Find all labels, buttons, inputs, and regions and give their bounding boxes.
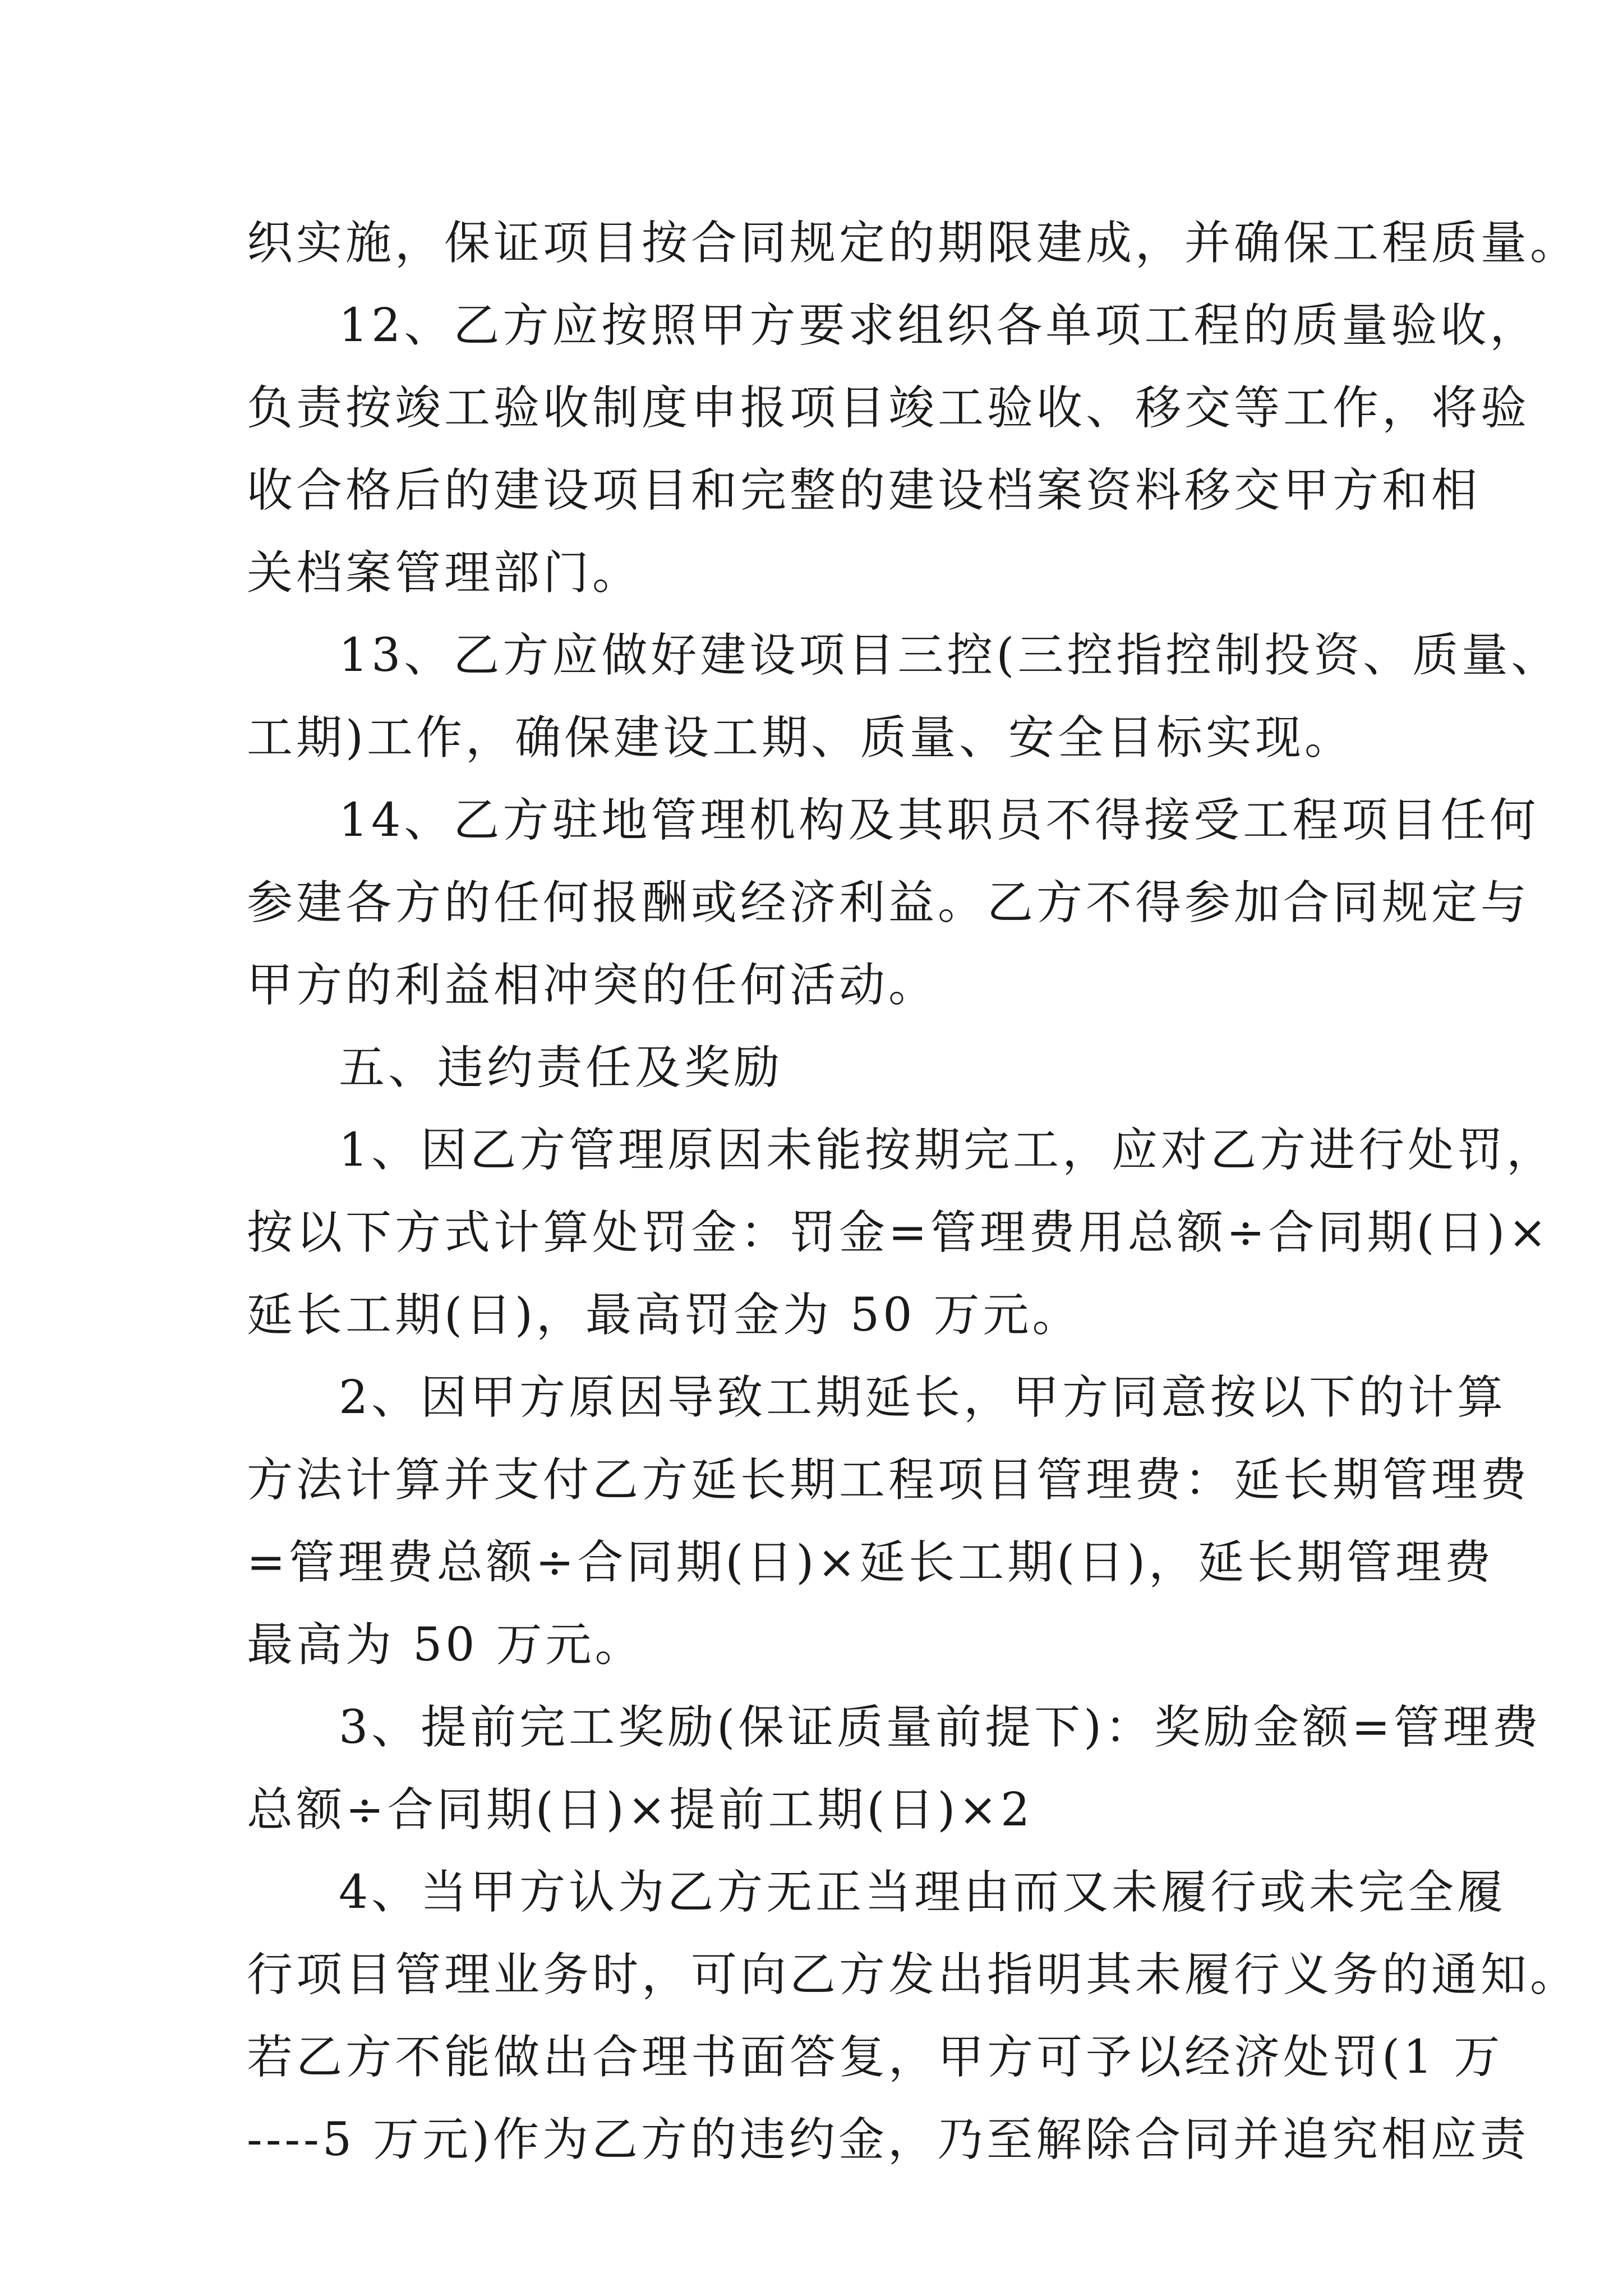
text-line: =管理费总额÷合同期(日)×延长工期(日)，延长期管理费 [247, 1536, 1495, 1589]
text-line: 负责按竣工验收制度申报项目竣工验收、移交等工作，将验 [247, 381, 1530, 435]
text-line: 方法计算并支付乙方延长期工程项目管理费：延长期管理费 [247, 1453, 1530, 1507]
document-body [247, 202, 1580, 2181]
text-line: 甲方的利益相冲突的任何活动。 [247, 959, 938, 1012]
text-line: 最高为 50 万元。 [247, 1618, 644, 1672]
text-line: 关档案管理部门。 [247, 546, 642, 600]
text-line: 按以下方式计算处罚金：罚金=管理费用总额÷合同期(日)× [247, 1206, 1551, 1259]
text-line: 1、因乙方管理原因未能按期完工，应对乙方进行处罚， [339, 1124, 1556, 1177]
text-line: 延长工期(日)，最高罚金为 50 万元。 [247, 1289, 1082, 1342]
text-line: 若乙方不能做出合理书面答复，甲方可予以经济处罚(1 万 [247, 2031, 1504, 2084]
text-line: 织实施，保证项目按合同规定的期限建成，并确保工程质量。 [247, 217, 1580, 270]
text-line: 4、当甲方认为乙方无正当理由而又未履行或未完全履 [339, 1866, 1507, 1919]
text-line: ----5 万元)作为乙方的违约金，乃至解除合同并追究相应责 [247, 2113, 1530, 2166]
section-heading: 五、违约责任及奖励 [339, 1041, 783, 1094]
text-line: 12、乙方应按照甲方要求组织各单项工程的质量验收， [339, 299, 1539, 352]
text-line: 13、乙方应做好建设项目三控(三控指控制投资、质量、 [339, 629, 1561, 682]
text-line: 2、因甲方原因导致工期延长，甲方同意按以下的计算 [339, 1371, 1507, 1424]
text-line: 行项目管理业务时，可向乙方发出指明其未履行义务的通知。 [247, 1948, 1580, 2001]
text-line: 收合格后的建设项目和完整的建设档案资料移交甲方和相 [247, 464, 1481, 517]
text-line: 3、提前完工奖励(保证质量前提下)：奖励金额=管理费 [339, 1701, 1542, 1754]
text-line: 14、乙方驻地管理机构及其职员不得接受工程项目任何 [339, 794, 1539, 847]
text-line: 参建各方的任何报酬或经济利益。乙方不得参加合同规定与 [247, 876, 1530, 930]
text-line: 总额÷合同期(日)×提前工期(日)×2 [247, 1783, 1034, 1837]
text-line: 工期)工作，确保建设工期、质量、安全目标实现。 [247, 711, 1354, 765]
